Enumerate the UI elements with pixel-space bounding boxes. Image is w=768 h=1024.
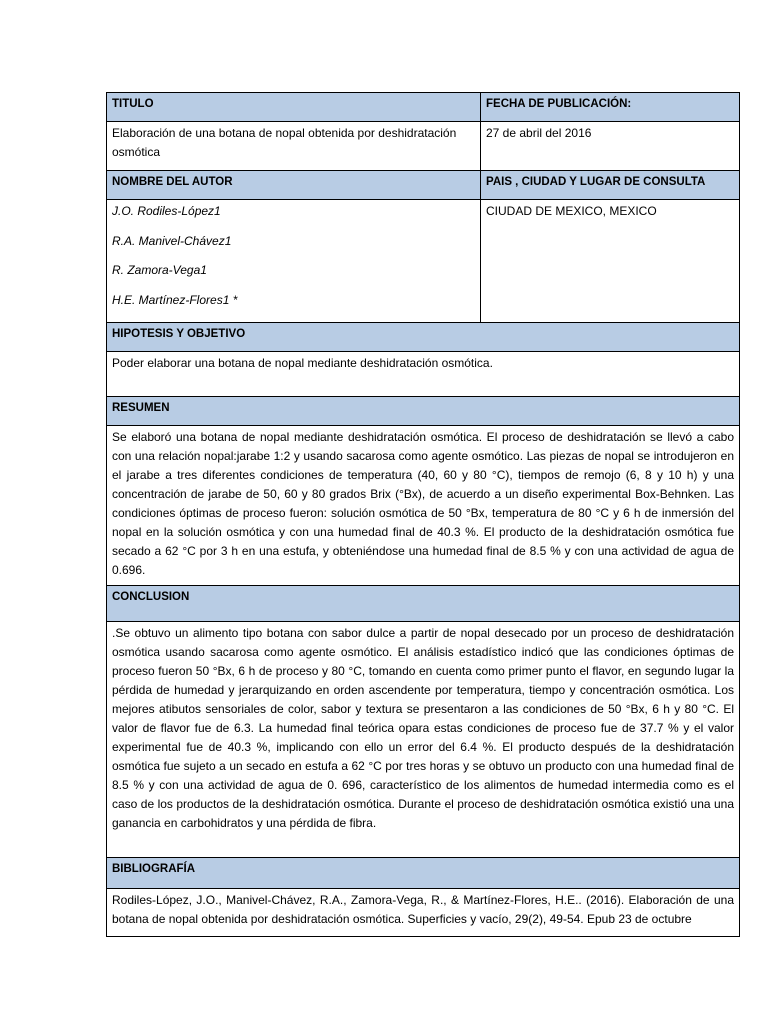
header-bibliografia: BIBLIOGRAFÍA — [107, 858, 740, 889]
author-name: J.O. Rodiles-López1 — [112, 204, 221, 218]
header-conclusion: CONCLUSION — [107, 586, 740, 622]
info-table — [106, 92, 740, 937]
authors-list — [107, 200, 481, 323]
author-name: R. Zamora-Vega1 — [112, 263, 207, 277]
row-bibliografia-header — [107, 858, 740, 889]
row-title-values — [107, 122, 740, 171]
header-autor: NOMBRE DEL AUTOR — [107, 171, 481, 200]
row-bibliografia-value — [107, 889, 740, 937]
header-resumen: RESUMEN — [107, 397, 740, 426]
row-author-headers — [107, 171, 740, 200]
row-conclusion-value — [107, 622, 740, 858]
header-fecha: FECHA DE PUBLICACIÓN: — [481, 93, 740, 122]
row-author-values — [107, 200, 740, 323]
value-fecha: 27 de abril del 2016 — [481, 122, 740, 171]
row-hipotesis-header — [107, 323, 740, 352]
document-page — [106, 92, 739, 937]
row-resumen-header — [107, 397, 740, 426]
header-titulo: TITULO — [107, 93, 481, 122]
value-pais: CIUDAD DE MEXICO, MEXICO — [481, 200, 740, 323]
value-hipotesis: Poder elaborar una botana de nopal mediante deshidratación osmótica. — [107, 352, 740, 397]
row-title-headers — [107, 93, 740, 122]
author-name: H.E. Martínez-Flores1 * — [112, 292, 238, 307]
header-hipotesis: HIPOTESIS Y OBJETIVO — [107, 323, 740, 352]
row-resumen-value — [107, 426, 740, 586]
author-name: R.A. Manivel-Chávez1 — [112, 233, 232, 248]
row-conclusion-header — [107, 586, 740, 622]
header-pais: PAIS , CIUDAD Y LUGAR DE CONSULTA — [481, 171, 740, 200]
value-resumen: Se elaboró una botana de nopal mediante deshidratación osmótica. El proceso de deshidratación se llevó a cabo con una relación nopal:jarabe 1:2 y usando sacarosa como agente osmótico. Las piezas de nopal se introdujeron en el jarabe a tres diferentes condiciones de temperatura (40, 60 y 80 °C), tiempos de remojo (6, 8 y 10 h) y una concentración de jarabe de 50, 60 y 80 grados Brix (°Bx), de acuerdo a un diseño experimental Box-Behnken. Las condiciones óptimas de proceso fueron: solución osmótica de 50 °Bx, temperatura de 80 °C y 6 h de inmersión del nopal en la solución osmótica y con una humedad final de 40.3 %. El producto de la deshidratación osmótica fue secado a 62 °C por 3 h en una estufa, y obteniéndose una humedad final de 8.5 % y con una actividad de agua de 0.696. — [107, 426, 740, 586]
value-titulo: Elaboración de una botana de nopal obtenida por deshidratación osmótica — [107, 122, 481, 171]
row-hipotesis-value — [107, 352, 740, 397]
value-conclusion: .Se obtuvo un alimento tipo botana con sabor dulce a partir de nopal desecado por un proceso de deshidratación osmótica usando sacarosa como agente osmótico. El análisis estadístico indicó que las condiciones óptimas de proceso fueron 50 °Bx, 6 h de proceso y 80 °C, tomando en cuenta como primer punto el flavor, en segundo lugar la pérdida de humedad y jerarquizando en orden ascendente por temperatura, tiempo y concentración osmótica. Los mejores atibutos sensoriales de color, sabor y textura se presentaron a las condiciones de 50 °Bx, 6 h y 80 °C. El valor de flavor fue de 6.3. La humedad final teórica opara estas condiciones de proceso fue de 37.7 % y el valor experimental fue de 40.3 %, implicando con ello un error del 6.4 %. El producto después de la deshidratación osmótica fue sujeto a un secado en estufa a 62 °C por tres horas y se obtuvo un producto con una humedad final de 8.5 % y con una actividad de agua de 0. 696, característico de los alimentos de humedad intermedia como es el caso de los productos de la deshidratación osmótica. Durante el proceso de deshidratación osmótica existió una una ganancia en carbohidratos y una pérdida de fibra. — [107, 622, 740, 858]
value-bibliografia: Rodiles-López, J.O., Manivel-Chávez, R.A., Zamora-Vega, R., & Martínez-Flores, H.E.. (2016). Elaboración de una botana de nopal obtenida por deshidratación osmótica. Superficies y vacío, 29(2), 49-54. Epub 23 de octubre — [107, 889, 740, 937]
